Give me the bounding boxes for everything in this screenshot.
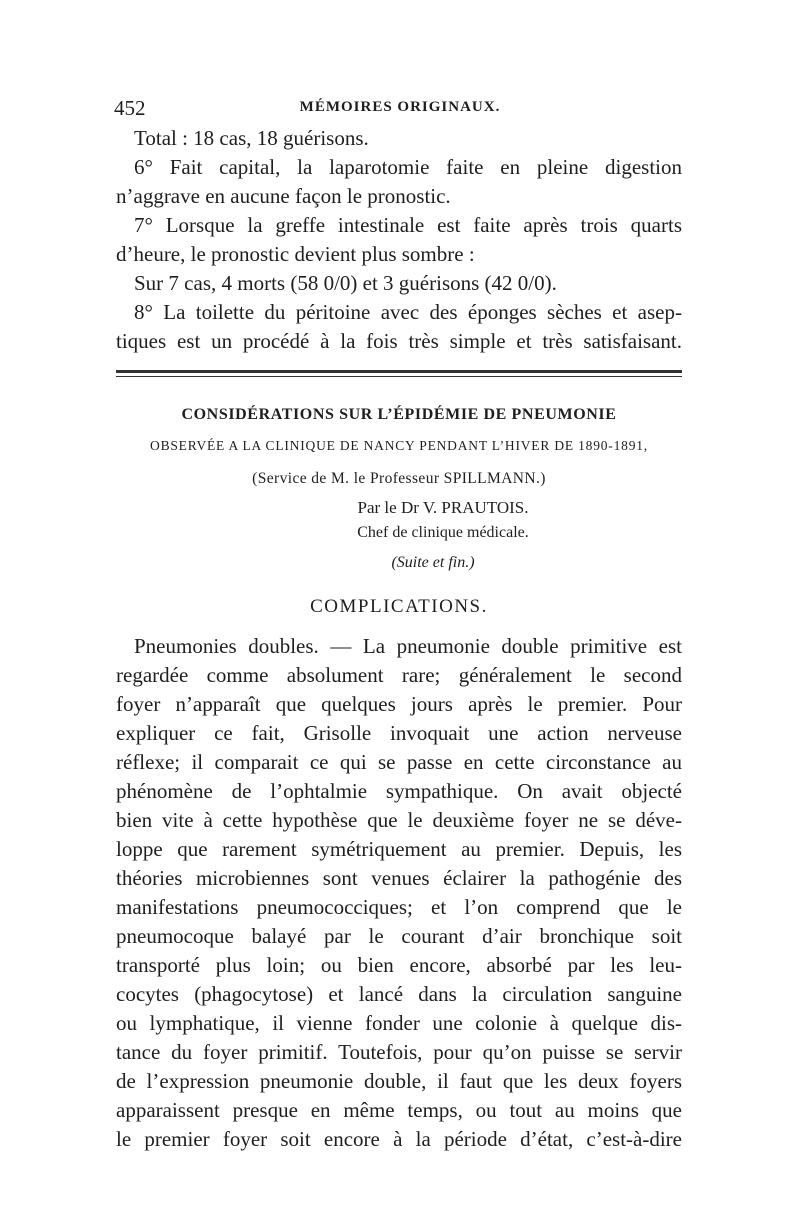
text-line: cocytes (phagocytose) et lancé dans la circulation sanguine bbox=[116, 982, 682, 1006]
continuation-note: (Suite et fin.) bbox=[391, 554, 475, 571]
text-line: 6° Fait capital, la laparotomie faite en pleine digestion bbox=[134, 155, 682, 179]
text-line: pneumocoque balayé par le courant d’air bronchique soit bbox=[116, 924, 682, 948]
text-line: Pneumonies doubles. — La pneumonie double primitive est bbox=[134, 634, 682, 658]
text-line: Total : 18 cas, 18 guérisons. bbox=[134, 126, 369, 150]
text-line: foyer n’apparaît que quelques jours après le premier. Pour bbox=[116, 692, 682, 716]
text-line: de l’expression pneumonie double, il faut que les deux foyers bbox=[116, 1069, 682, 1093]
running-header bbox=[114, 96, 686, 126]
previous-article-conclusion bbox=[116, 124, 682, 356]
text-line: n’aggrave en aucune façon le pronostic. bbox=[116, 184, 451, 208]
page-number: 452 bbox=[114, 96, 146, 120]
text-line: tiques est un procédé à la fois très simple et très satisfaisant. bbox=[116, 329, 682, 353]
text-line: ou lymphatique, il vienne fonder une colonie à quelque dis- bbox=[116, 1011, 682, 1035]
text-line: théories microbiennes sont venues éclairer la pathogénie des bbox=[116, 866, 682, 890]
article-subtitle: OBSERVÉE A LA CLINIQUE DE NANCY PENDANT L’HIVER DE 1890-1891, bbox=[150, 438, 648, 453]
article-author: Par le Dr V. PRAUTOIS. bbox=[357, 498, 529, 517]
text-line: manifestations pneumococciques; et l’on comprend que le bbox=[116, 895, 682, 919]
text-line: expliquer ce fait, Grisolle invoquait une action nerveuse bbox=[116, 721, 682, 745]
article-body bbox=[116, 632, 682, 1154]
section-heading: COMPLICATIONS. bbox=[310, 596, 488, 617]
text-line: transporté plus loin; ou bien encore, absorbé par les leu- bbox=[116, 953, 682, 977]
running-title: MÉMOIRES ORIGINAUX. bbox=[299, 99, 501, 115]
text-line: 8° La toilette du péritoine avec des éponges sèches et asep- bbox=[134, 300, 682, 324]
text-line: réflexe; il comparait ce qui se passe en cette circonstance au bbox=[116, 750, 682, 774]
text-line: phénomène de l’ophtalmie sympathique. On avait objecté bbox=[116, 779, 682, 803]
text-line: d’heure, le pronostic devient plus sombre : bbox=[116, 242, 475, 266]
text-line: Sur 7 cas, 4 morts (58 0/0) et 3 guérisons (42 0/0). bbox=[134, 271, 557, 295]
article-service: (Service de M. le Professeur SPILLMANN.) bbox=[252, 470, 546, 487]
text-line: tance du foyer primitif. Toutefois, pour qu’on puisse se servir bbox=[116, 1040, 682, 1064]
text-line: le premier foyer soit encore à la période d’état, c’est-à-dire bbox=[116, 1127, 682, 1151]
article-title: CONSIDÉRATIONS SUR L’ÉPIDÉMIE DE PNEUMONIE bbox=[181, 406, 617, 423]
section-divider-thin bbox=[116, 376, 682, 377]
text-line: regardée comme absolument rare; généralement le second bbox=[116, 663, 682, 687]
author-role: Chef de clinique médicale. bbox=[357, 524, 529, 541]
section-divider bbox=[116, 370, 682, 373]
text-line: loppe que rarement symétriquement au premier. Depuis, les bbox=[116, 837, 682, 861]
text-line: 7° Lorsque la greffe intestinale est faite après trois quarts bbox=[134, 213, 682, 237]
text-line: apparaissent presque en même temps, ou tout au moins que bbox=[116, 1098, 682, 1122]
text-line: bien vite à cette hypothèse que le deuxième foyer ne se déve- bbox=[116, 808, 682, 832]
